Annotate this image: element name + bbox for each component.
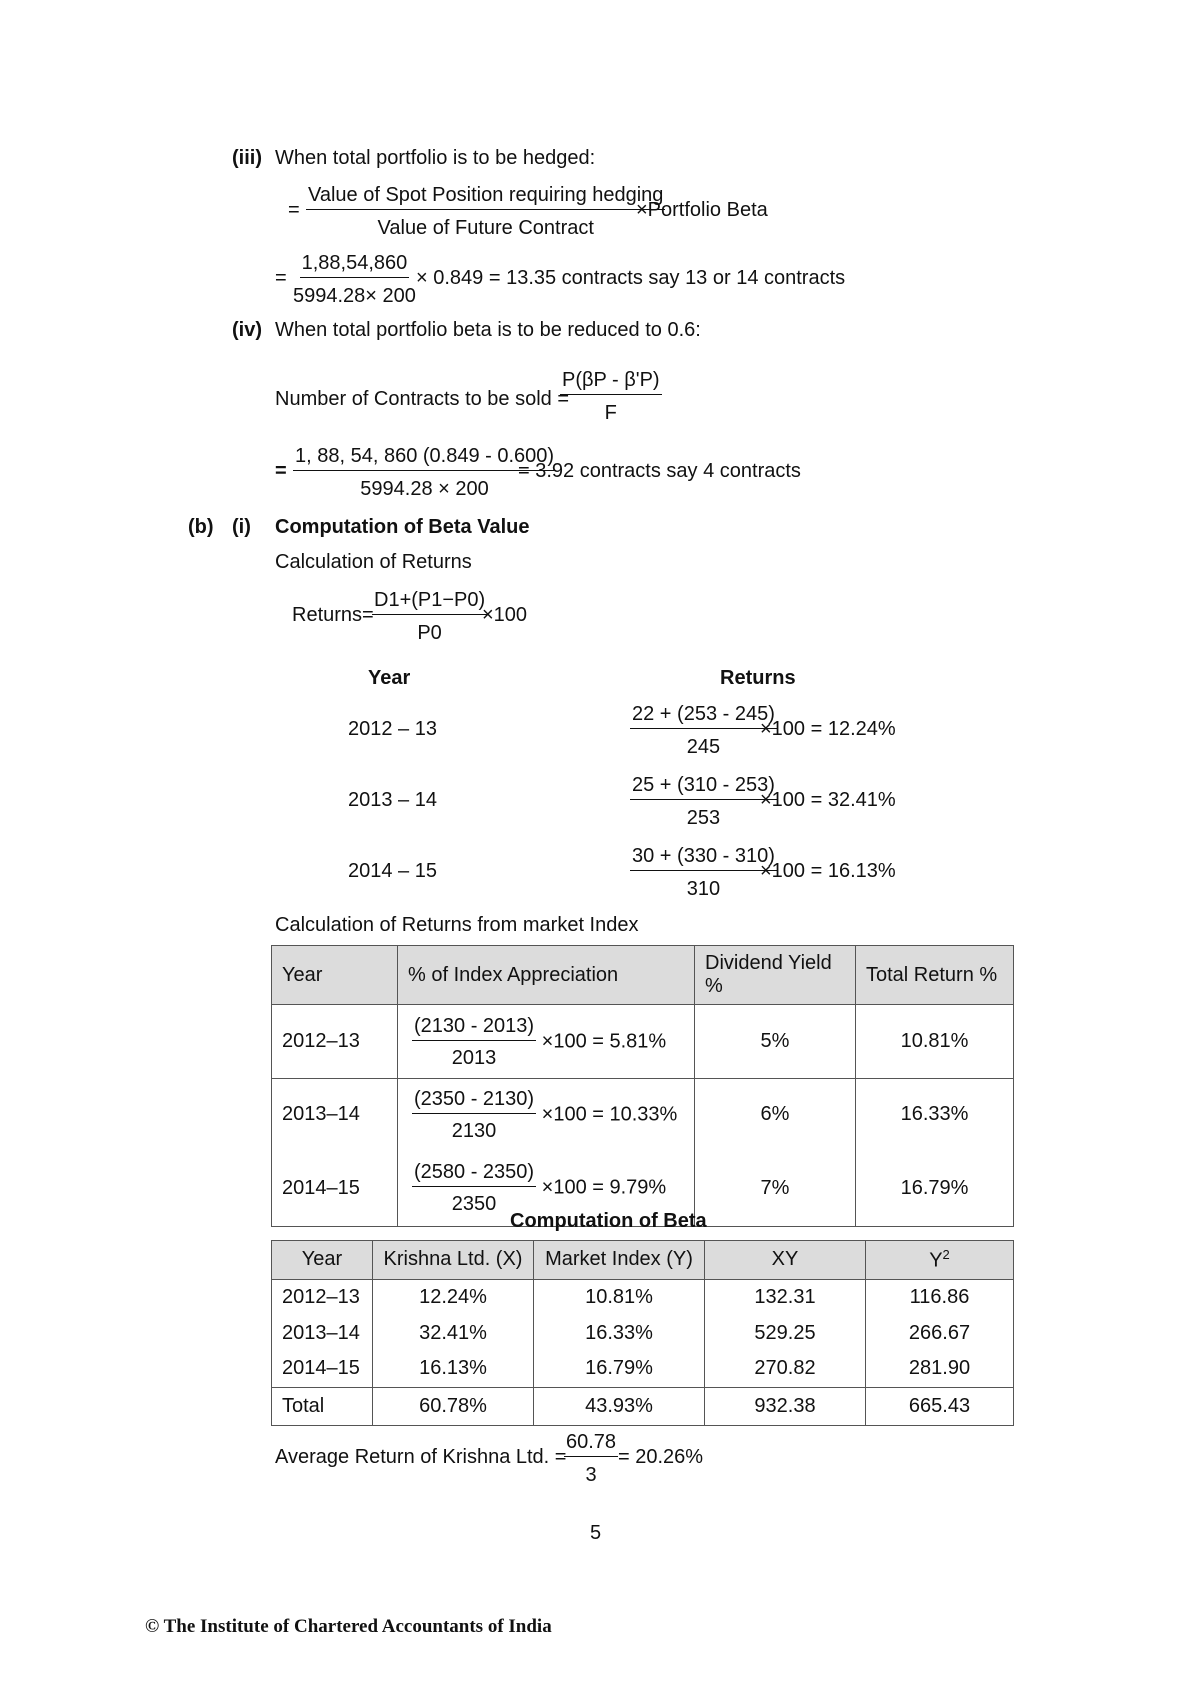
appreciation-denominator: 2130 [451,1119,497,1142]
hedge-fraction [306,183,665,240]
returns-year: 2013 – 14 [348,789,437,811]
appreciation-result: ×100 = 5.81% [541,1030,667,1052]
reduce-numerator: 1, 88, 54, 860 (0.849 - 0.600) [293,444,556,471]
average-result: = 20.26% [618,1446,704,1468]
cell-x: 16.13% [373,1351,534,1387]
contracts-denominator: 5994.28× 200 [293,285,416,307]
returns-result: ×100 = 12.24% [760,718,896,740]
returns-denominator: 245 [686,736,721,758]
appreciation-fraction [412,1088,536,1142]
cell-total-label: Total [272,1387,373,1425]
beta-fraction [560,368,662,425]
cell-year: 2014–15 [272,1351,373,1387]
returns-numerator: 25 + (310 - 253) [630,773,777,800]
cell-year: 2013–14 [272,1315,373,1351]
cell-dividend: 7% [695,1151,856,1227]
header-market-index: Market Index (Y) [534,1241,705,1280]
appreciation-denominator: 2350 [451,1193,497,1216]
appreciation-numerator: (2580 - 2350) [412,1161,536,1187]
header-index-appreciation: % of Index Appreciation [398,946,695,1005]
returns-numerator: 30 + (330 - 310) [630,844,777,871]
appreciation-result: ×100 = 9.79% [541,1176,667,1199]
table-header-row [272,946,1014,1005]
returns-denominator: 310 [686,878,721,900]
cell-dividend: 6% [695,1079,856,1151]
cell-total-y2: 665.43 [866,1387,1014,1425]
returns-formula-multiplier: ×100 [482,604,528,626]
cell-year: 2012–13 [272,1005,398,1079]
contracts-result: × 0.849 = 13.35 contracts say 13 or 14 contracts [416,267,846,289]
average-label: Average Return of Krishna Ltd. = [275,1446,567,1468]
equals-sign: = [275,460,287,482]
section-heading: Computation of Beta Value [275,516,530,538]
table-row [272,1079,1014,1151]
table-header-row [272,1241,1014,1280]
cell-year: 2013–14 [272,1079,398,1151]
beta-numerator: P(βP - β'P) [560,368,662,395]
returns-year: 2012 – 13 [348,718,437,740]
returns-result: ×100 = 32.41% [760,789,896,811]
beta-table-title: Computation of Beta [510,1210,707,1232]
cell-total: 10.81% [856,1005,1014,1079]
beta-denominator: F [604,402,617,424]
header-dividend-yield: Dividend Yield % [695,946,856,1005]
table-row [272,1279,1014,1315]
hedge-multiplier: ×Portfolio Beta [636,199,768,221]
contracts-numerator: 1,88,54,860 [300,251,410,278]
returns-formula-lhs: Returns= [292,604,374,626]
heading-iii: When total portfolio is to be hedged: [275,147,596,169]
market-index-caption: Calculation of Returns from market Index [275,914,639,936]
reduce-denominator: 5994.28 × 200 [360,478,489,500]
cell-total: 16.33% [856,1079,1014,1151]
cell-x: 32.41% [373,1315,534,1351]
appreciation-numerator: (2350 - 2130) [412,1088,536,1114]
cell-appreciation [398,1079,695,1151]
returns-col-returns: Returns [720,667,796,689]
returns-fraction [630,844,777,901]
cell-year: 2012–13 [272,1279,373,1315]
reduce-fraction [293,444,556,501]
returns-formula-denominator: P0 [417,622,442,644]
footer-copyright: © The Institute of Chartered Accountants of India [145,1616,552,1637]
returns-result: ×100 = 16.13% [760,860,896,882]
average-numerator: 60.78 [564,1430,618,1457]
reduce-result: = 3.92 contracts say 4 contracts [518,460,801,482]
returns-formula-numerator: D1+(P1−P0) [372,588,487,615]
header-xy: XY [705,1241,866,1280]
label-iv: (iv) [232,319,262,341]
cell-y: 16.79% [534,1351,705,1387]
cell-year: 2014–15 [272,1151,398,1227]
cell-xy: 529.25 [705,1315,866,1351]
header-year: Year [272,1241,373,1280]
hedge-denominator: Value of Future Contract [377,217,594,239]
table-row [272,1005,1014,1079]
equals-sign: = [288,199,300,221]
returns-denominator: 253 [686,807,721,829]
cell-y2: 116.86 [866,1279,1014,1315]
cell-xy: 132.31 [705,1279,866,1315]
label-b: (b) [188,516,214,538]
returns-year: 2014 – 15 [348,860,437,882]
heading-iv: When total portfolio beta is to be reduced to 0.6: [275,319,701,341]
appreciation-denominator: 2013 [451,1046,497,1069]
market-index-table [271,945,1014,1227]
header-y-squared: $Y^2$ [866,1241,1014,1280]
cell-dividend: 5% [695,1005,856,1079]
cell-y: 16.33% [534,1315,705,1351]
equals-sign: = [275,267,287,289]
hedge-numerator: Value of Spot Position requiring hedging [306,183,665,210]
appreciation-fraction [412,1161,536,1215]
cell-total: 16.79% [856,1151,1014,1227]
label-iii: (iii) [232,147,262,169]
contracts-fraction [293,251,416,308]
header-year: Year [272,946,398,1005]
cell-appreciation [398,1005,695,1079]
appreciation-result: ×100 = 10.33% [541,1103,678,1126]
cell-xy: 270.82 [705,1351,866,1387]
appreciation-numerator: (2130 - 2013) [412,1015,536,1041]
cell-total-y: 43.93% [534,1387,705,1425]
returns-formula-fraction [372,588,487,645]
cell-y: 10.81% [534,1279,705,1315]
returns-col-year: Year [368,667,411,689]
total-row [272,1387,1014,1425]
beta-table [271,1240,1014,1426]
table-row [272,1315,1014,1351]
page-number: 5 [590,1522,602,1544]
cell-total-x: 60.78% [373,1387,534,1425]
header-krishna: Krishna Ltd. (X) [373,1241,534,1280]
calc-returns-caption: Calculation of Returns [275,551,472,573]
returns-fraction [630,773,777,830]
average-denominator: 3 [585,1464,597,1486]
contracts-sold-label: Number of Contracts to be sold = [275,388,570,410]
cell-y2: 266.67 [866,1315,1014,1351]
header-total-return: Total Return % [856,946,1014,1005]
cell-y2: 281.90 [866,1351,1014,1387]
appreciation-fraction [412,1015,536,1069]
label-b-i: (i) [232,516,251,538]
returns-fraction [630,702,777,759]
cell-x: 12.24% [373,1279,534,1315]
average-fraction [564,1430,618,1487]
returns-numerator: 22 + (253 - 245) [630,702,777,729]
cell-total-xy: 932.38 [705,1387,866,1425]
table-row [272,1351,1014,1387]
